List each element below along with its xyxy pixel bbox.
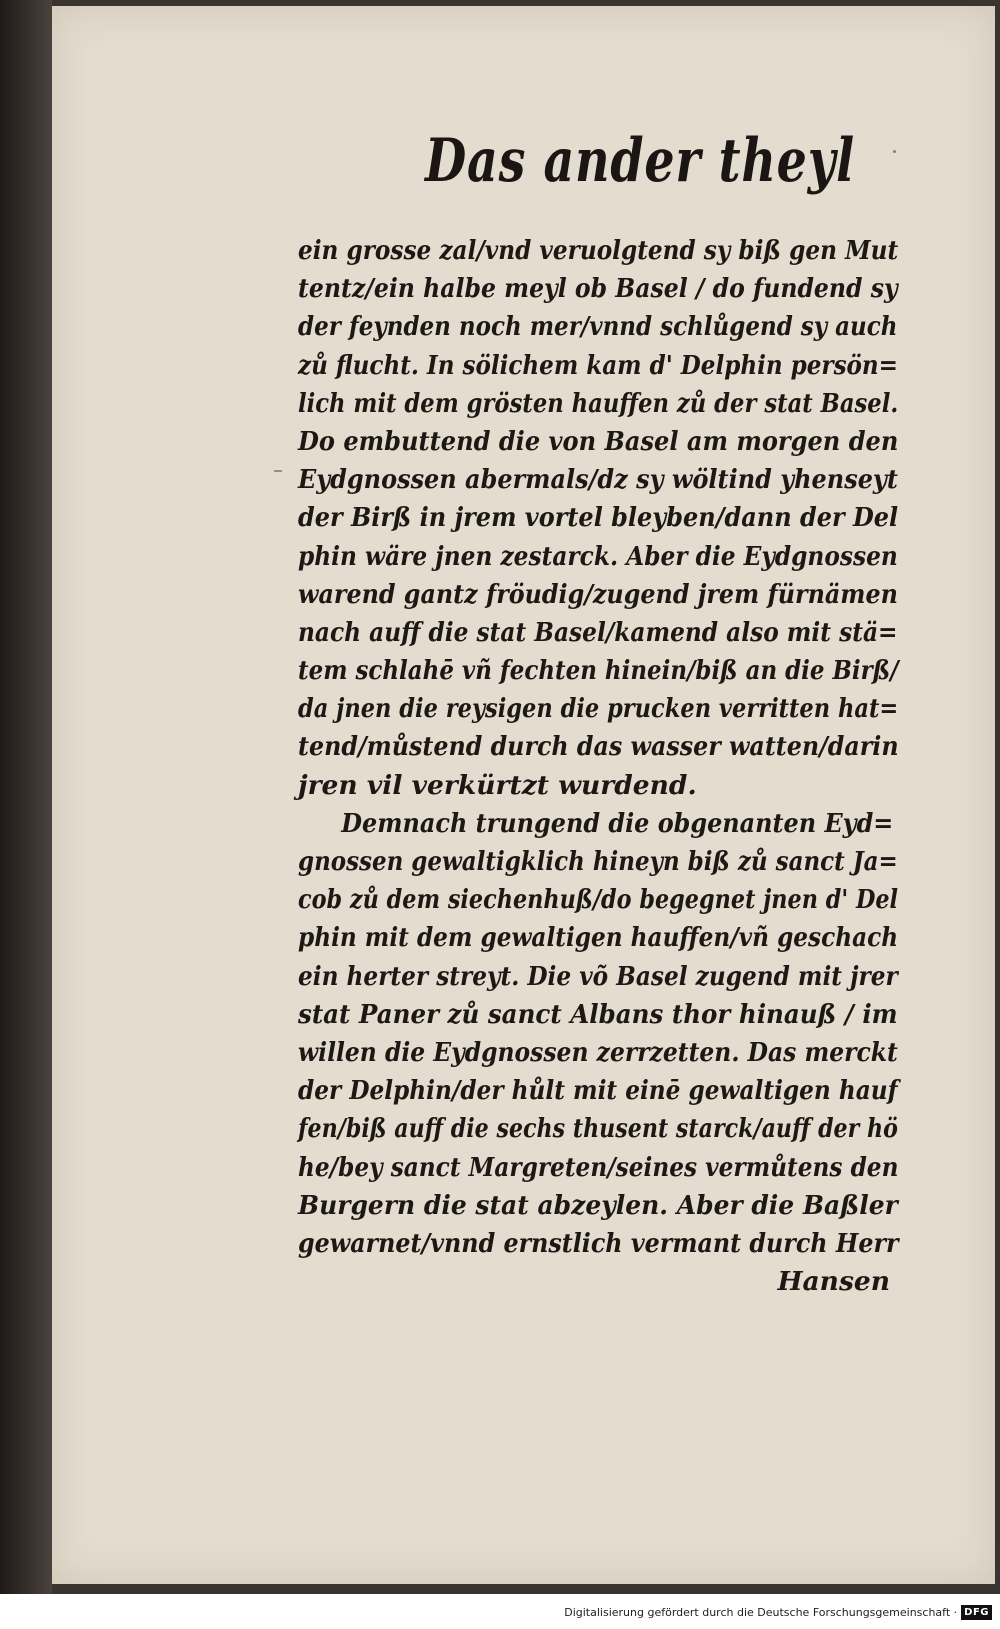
text-line: warend gantz fröudig/zugend jrem fürnämen: [298, 578, 898, 610]
text-line: tem schlahē vñ fechten hinein/biß an die Birß/: [298, 655, 899, 687]
catchword: Hansen: [777, 1266, 890, 1298]
text-line: tend/můstend durch das wasser watten/darin: [298, 731, 899, 763]
text-line: jren vil verkürtzt wurdend.: [298, 769, 697, 801]
text-line: phin mit dem gewaltigen hauffen/vñ geschach: [298, 922, 899, 954]
text-line: der Birß in jrem vortel bleyben/dann der Del: [298, 502, 899, 534]
text-line: gewarnet/vnnd ernstlich vermant durch Herr: [298, 1227, 899, 1259]
dfg-logo: DFG: [961, 1605, 992, 1620]
paper-speck: [893, 150, 896, 153]
body-text: [298, 232, 948, 1301]
text-line: stat Paner zů sanct Albans thor hinauß / im: [298, 998, 898, 1030]
text-line: cob zů dem siechenhuß/do begegnet jnen d' Del: [298, 884, 899, 916]
text-line: ein herter streyt. Die võ Basel zugend mit jrer: [298, 960, 898, 992]
credit-text: Digitalisierung gefördert durch die Deutsche Forschungsgemeinschaft ·: [564, 1605, 958, 1619]
text-line: zů flucht. In sölichem kam d' Delphin persön=: [298, 349, 899, 381]
running-header: Das ander theyl: [425, 126, 855, 196]
text-line: lich mit dem grösten hauffen zů der stat Basel.: [298, 387, 899, 419]
text-line: he/bey sanct Margreten/seines vermůtens den: [298, 1151, 899, 1183]
text-line: der Delphin/der hůlt mit einē gewaltigen hauf: [298, 1075, 898, 1107]
text-line: ein grosse zal/vnd veruolgtend sy biß gen Mut: [298, 235, 899, 266]
text-line: tentz/ein halbe meyl ob Basel / do fundend sy: [298, 273, 898, 305]
text-line: willen die Eydgnossen zerrzetten. Das merckt: [298, 1036, 898, 1068]
text-line: Burgern die stat abzeylen. Aber die Baßler: [298, 1189, 898, 1221]
text-line: Demnach trungend die obgenanten Eyd=: [341, 807, 894, 839]
text-line: Eydgnossen abermals/dz sy wöltind yhenseyt: [298, 464, 898, 496]
text-line: Do embuttend die von Basel am morgen den: [298, 425, 899, 457]
text-line: gnossen gewaltigklich hineyn biß zů sanct Ja=: [298, 846, 898, 877]
text-line: fen/biß auff die sechs thusent starck/auff der hö: [298, 1113, 898, 1145]
text-line: der feynden noch mer/vnnd schlůgend sy auch: [298, 311, 898, 343]
digitization-credit: [564, 1601, 992, 1623]
text-line: da jnen die reysigen die prucken verritten hat=: [298, 693, 899, 725]
ink-mark: [274, 470, 282, 472]
scan-left-edge: [0, 0, 52, 1594]
text-line: phin wäre jnen zestarck. Aber die Eydgnossen: [298, 540, 898, 572]
text-line: nach auff die stat Basel/kamend also mit stä=: [298, 616, 898, 648]
